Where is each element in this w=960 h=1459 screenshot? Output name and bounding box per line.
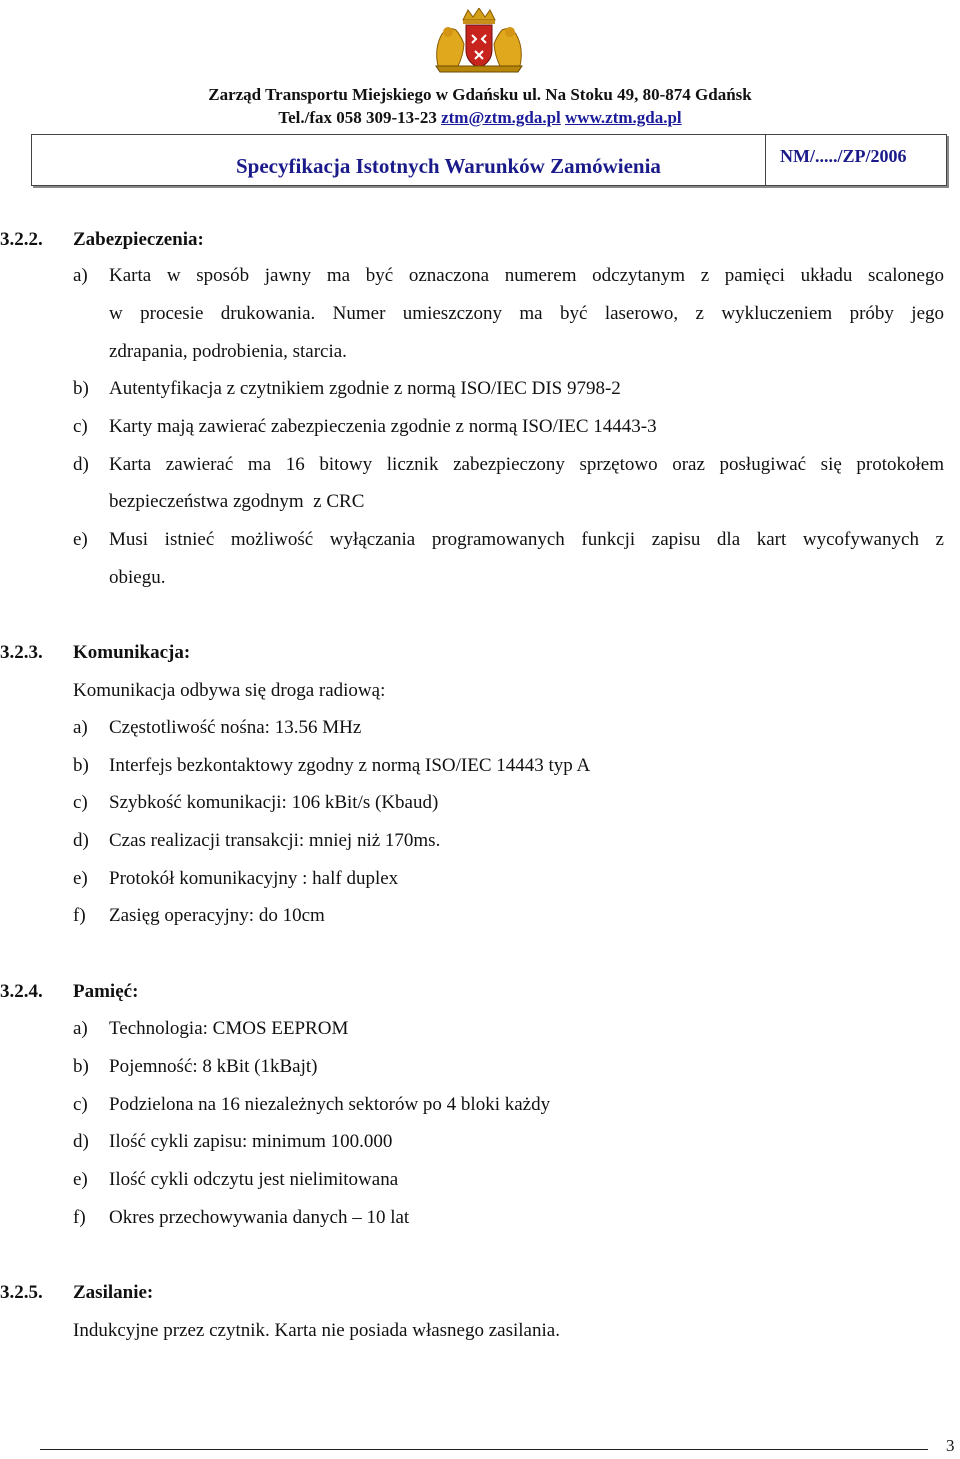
item-label: e) [73, 1169, 88, 1190]
item-text: Pojemność: 8 kBit (1kBajt) [109, 1056, 318, 1077]
spec-title-box [31, 134, 947, 186]
intro-text: Indukcyjne przez czytnik. Karta nie posiada własnego zasilania. [73, 1320, 560, 1341]
item-label: d) [73, 1131, 89, 1152]
item-text: Czas realizacji transakcji: mniej niż 170ms. [109, 830, 441, 851]
item-label: c) [73, 416, 88, 437]
header-phone: Tel./fax 058 309-13-23 [278, 108, 442, 127]
item-label: c) [73, 1094, 88, 1115]
item-text: Podzielona na 16 niezależnych sektorów po 4 bloki każdy [109, 1094, 551, 1115]
item-text: zdrapania, podrobienia, starcia. [109, 341, 347, 362]
intro-text: Komunikacja odbywa się droga radiową: [73, 680, 386, 701]
item-text: w procesie drukowania. Numer umieszczony ma być laserowo, z wykluczeniem próby jego [109, 303, 944, 324]
coat-of-arms-logo [430, 8, 528, 74]
header-address: Zarząd Transportu Miejskiego w Gdańsku ul. Na Stoku 49, 80-874 Gdańsk [208, 85, 752, 104]
item-text: Interfejs bezkontaktowy zgodny z normą ISO/IEC 14443 typ A [109, 755, 591, 776]
section-title: Zabezpieczenia: [73, 229, 204, 250]
section-number: 3.2.3. [0, 642, 43, 663]
item-text: Ilość cykli odczytu jest nielimitowana [109, 1169, 399, 1190]
item-label: a) [73, 1018, 88, 1039]
footer-divider [40, 1449, 928, 1450]
item-text: Ilość cykli zapisu: minimum 100.000 [109, 1131, 393, 1152]
item-label: c) [73, 792, 88, 813]
section-number: 3.2.5. [0, 1282, 43, 1303]
item-text: Technologia: CMOS EEPROM [109, 1018, 349, 1039]
section-number: 3.2.4. [0, 981, 43, 1002]
spec-divider [765, 135, 766, 185]
item-text: obiegu. [109, 567, 166, 588]
item-label: e) [73, 529, 88, 550]
section-title: Zasilanie: [73, 1282, 154, 1303]
spec-title: Specyfikacja Istotnych Warunków Zamówienia [236, 154, 661, 178]
item-text: Musi istnieć możliwość wyłączania programowanych funkcji zapisu dla kart wycofywanych z [109, 529, 944, 550]
email-link[interactable]: ztm@ztm.gda.pl [441, 108, 561, 127]
item-text: Karty mają zawierać zabezpieczenia zgodnie z normą ISO/IEC 14443-3 [109, 416, 657, 437]
item-label: b) [73, 378, 89, 399]
item-label: b) [73, 1056, 89, 1077]
item-label: f) [73, 1207, 86, 1228]
item-label: b) [73, 755, 89, 776]
item-text: Protokół komunikacyjny : half duplex [109, 868, 399, 889]
website-link[interactable]: www.ztm.gda.pl [565, 108, 682, 127]
item-text: Okres przechowywania danych – 10 lat [109, 1207, 410, 1228]
header-contact [0, 108, 960, 128]
item-label: f) [73, 905, 86, 926]
item-label: a) [73, 265, 88, 286]
section-title: Pamięć: [73, 981, 139, 1002]
item-label: a) [73, 717, 88, 738]
item-label: d) [73, 454, 89, 475]
item-text: Szybkość komunikacji: 106 kBit/s (Kbaud) [109, 792, 439, 813]
section-number: 3.2.2. [0, 229, 43, 250]
item-text: Częstotliwość nośna: 13.56 MHz [109, 717, 362, 738]
item-text: bezpieczeństwa zgodnym z CRC [109, 491, 365, 512]
item-text: Autentyfikacja z czytnikiem zgodnie z normą ISO/IEC DIS 9798-2 [109, 378, 621, 399]
page-number: 3 [946, 1436, 955, 1455]
item-label: e) [73, 868, 88, 889]
spec-reference: NM/...../ZP/2006 [780, 146, 907, 166]
item-text: Karta zawierać ma 16 bitowy licznik zabezpieczony sprzętowo oraz posługiwać się protokołem [109, 454, 944, 475]
section-title: Komunikacja: [73, 642, 191, 663]
item-text: Karta w sposób jawny ma być oznaczona numerem odczytanym z pamięci układu scalonego [109, 265, 944, 286]
item-label: d) [73, 830, 89, 851]
item-text: Zasięg operacyjny: do 10cm [109, 905, 325, 926]
